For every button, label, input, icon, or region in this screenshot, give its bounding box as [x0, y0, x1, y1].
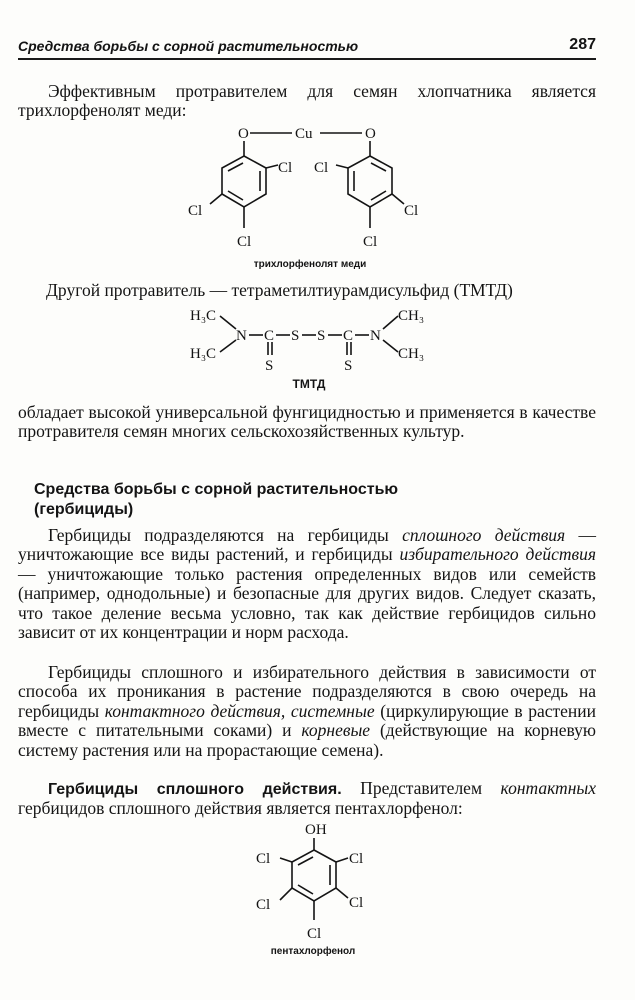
sulfur-label: S [317, 328, 326, 344]
term-selective-action: избирательного действия [399, 544, 596, 565]
methyl-label: CH₃ [398, 346, 425, 362]
penetration-paragraph [18, 663, 596, 760]
page-number: 287 [569, 36, 596, 53]
paragraph-text: Гербициды сплошного и избирательного действия в зависимости от способа их проникания в растение подразделяются в свою очередь на гербициды [18, 662, 596, 721]
methyl-label: CH₃ [398, 308, 425, 324]
copper-label: Cu [295, 126, 313, 142]
herbicide-classes-paragraph [18, 526, 596, 642]
nitrogen-label: N [370, 328, 381, 344]
paragraph-text: (действующие на корневую систему растения или на прорастающие семена). [18, 720, 596, 760]
pentachlorophenol-intro-paragraph [18, 779, 596, 819]
structure-1-caption: трихлорфенолят меди [253, 259, 367, 270]
run-in-heading: Гербициды сплошного действия. [48, 781, 342, 798]
tmtd-intro-paragraph: Другой протравитель — тетраметилтиурамдисульфид (ТМТД) [46, 280, 513, 300]
section-heading-line-2: (гербициды) [34, 501, 134, 518]
sulfur-label: S [265, 358, 274, 374]
nitrogen-label: N [236, 328, 247, 344]
term-contact: контактных [500, 778, 596, 798]
running-header [18, 38, 596, 60]
tmtd-structure [186, 302, 446, 374]
header-title: Средства борьбы с сорной растительностью [18, 38, 359, 54]
section-heading [34, 480, 554, 520]
chlorine-label: Cl [349, 851, 364, 867]
section-heading-line-1: Средства борьбы с сорной растительностью [34, 481, 399, 498]
chlorine-label: Cl [363, 234, 378, 250]
paragraph-text: — уничтожающие все виды растений, и гербициды [18, 525, 597, 565]
oxygen-right-label: O [365, 126, 376, 142]
term-total-action: сплошного действия [402, 525, 566, 545]
structure-2-caption: ТМТД [292, 377, 326, 391]
term-contact-systemic: контактного действия, системные [104, 700, 375, 721]
fungicide-paragraph: обладает высокой универсальной фунгицидностью и применяется в качестве протравителя семян многих сельскохозяйственных культур. [18, 402, 596, 442]
methyl-label: H₃C [190, 346, 217, 362]
hydroxyl-label: OH [305, 822, 327, 838]
paragraph-text: гербицидов сплошного действия является пентахлорфенол: [18, 798, 463, 819]
chlorine-label: Cl [307, 926, 322, 942]
paragraph-text: Гербициды подразделяются на гербициды [48, 525, 403, 545]
term-root: корневые [301, 720, 371, 741]
pentachlorophenol-structure [248, 818, 378, 944]
carbon-label: C [343, 328, 354, 344]
chlorine-label: Cl [404, 203, 419, 219]
paragraph-text: Представителем [341, 778, 501, 798]
chlorine-label: Cl [349, 895, 364, 911]
chlorine-label: Cl [256, 851, 271, 867]
copper-trichlorophenolate-structure [180, 118, 440, 258]
sulfur-label: S [291, 328, 300, 344]
carbon-label: C [264, 328, 275, 344]
chlorine-label: Cl [188, 203, 203, 219]
sulfur-label: S [344, 358, 353, 374]
structure-3-caption: пентахлорфенол [270, 946, 356, 957]
intro-paragraph: Эффективным протравителем для семян хлопчатника является трихлорфенолят меди: [18, 81, 596, 121]
paragraph-text: — уничтожающие только растения определенных видов или семейств (например, однодольные) и безопасные для других видов. Следует сказать, что такое деление весьма условно, так как действие гербицидов сильно зависит от их концентрации и норм расхода. [18, 563, 596, 643]
chlorine-label: Cl [256, 897, 271, 913]
oxygen-left-label: O [238, 126, 249, 142]
chlorine-label: Cl [278, 160, 293, 176]
chlorine-label: Cl [314, 160, 329, 176]
chlorine-label: Cl [237, 234, 252, 250]
paragraph-text: (циркулирующие в растении вместе с питательными соками) и [18, 700, 596, 741]
methyl-label: H₃C [190, 308, 217, 324]
